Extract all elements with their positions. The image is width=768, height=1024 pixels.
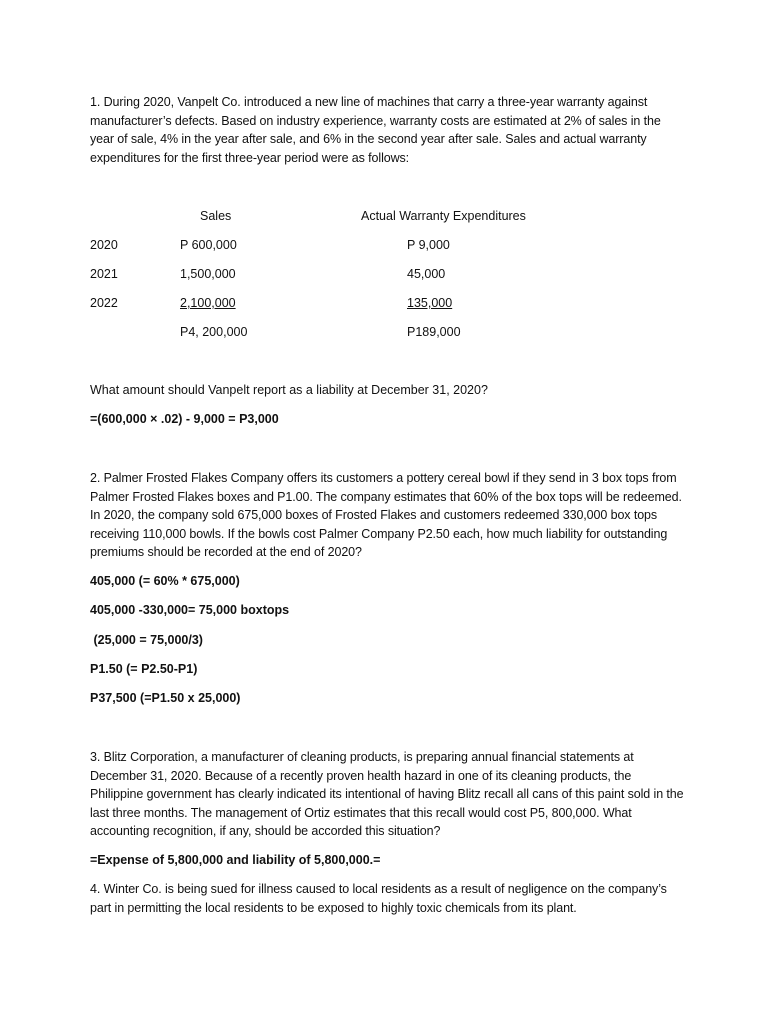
q2-answer-line: P37,500 (=P1.50 x 25,000)	[90, 691, 241, 705]
row-sales: 1,500,000	[180, 267, 236, 281]
row-sales: 2,100,000	[180, 296, 236, 310]
table-header-sales: Sales	[200, 209, 232, 223]
q2-answer-line: (25,000 = 75,000/3)	[90, 633, 203, 647]
row-year: 2021	[90, 267, 118, 281]
total-sales: P4, 200,000	[180, 325, 248, 339]
row-expenditures: 45,000	[407, 267, 446, 281]
total-expenditures: P189,000	[407, 325, 461, 339]
q1-answer: =(600,000 × .02) - 9,000 = P3,000	[90, 412, 279, 426]
q2-answer-line: 405,000 -330,000= 75,000 boxtops	[90, 603, 290, 617]
q2-answer-line: 405,000 (= 60% * 675,000)	[90, 574, 240, 588]
q3-answer: =Expense of 5,800,000 and liability of 5,800,000.=	[90, 853, 381, 867]
q3-text: 3. Blitz Corporation, a manufacturer of cleaning products, is preparing annual financial statements at December 31, 2020. Because of a recently proven health hazard in one of its cleaning products, the Philippine government has clearly indicated its intentional of having Blitz recall all cans of this paint sold in the last three months. The management of Ortiz estimates that this recall would cost P5, 800,000. What accounting recognition, if any, should be accorded this situation?	[90, 750, 684, 838]
row-year: 2022	[90, 296, 118, 310]
q1-text: 1. During 2020, Vanpelt Co. introduced a new line of machines that carry a three-year warranty against manufacturer’s defects. Based on industry experience, warranty costs are estimated at 2% of sales in the year of sale, 4% in the year after sale, and 6% in the second year after sale. Sales and actual warranty expenditures for the first three-year period were as follows:	[90, 95, 661, 165]
row-sales: P 600,000	[180, 238, 237, 252]
row-expenditures: 135,000	[407, 296, 453, 310]
row-expenditures: P 9,000	[407, 238, 450, 252]
q2-answer-line: P1.50 (= P2.50-P1)	[90, 662, 198, 676]
q2-text: 2. Palmer Frosted Flakes Company offers its customers a pottery cereal bowl if they send in 3 box tops from Palmer Frosted Flakes boxes and P1.00. The company estimates that 60% of the box tops will be redeemed. In 2020, the company sold 675,000 boxes of Frosted Flakes and customers redeemed 330,000 box tops receiving 110,000 bowls. If the bowls cost Palmer Company P2.50 each, how much liability for outstanding premiums should be recorded at the end of 2020?	[90, 471, 682, 559]
q4-text: 4. Winter Co. is being sued for illness caused to local residents as a result of negligence on the company’s part in permitting the local residents to be exposed to highly toxic chemicals from its plant.	[90, 882, 667, 915]
table-header-expenditures: Actual Warranty Expenditures	[361, 209, 526, 223]
q1-question: What amount should Vanpelt report as a liability at December 31, 2020?	[90, 383, 488, 397]
row-year: 2020	[90, 238, 118, 252]
